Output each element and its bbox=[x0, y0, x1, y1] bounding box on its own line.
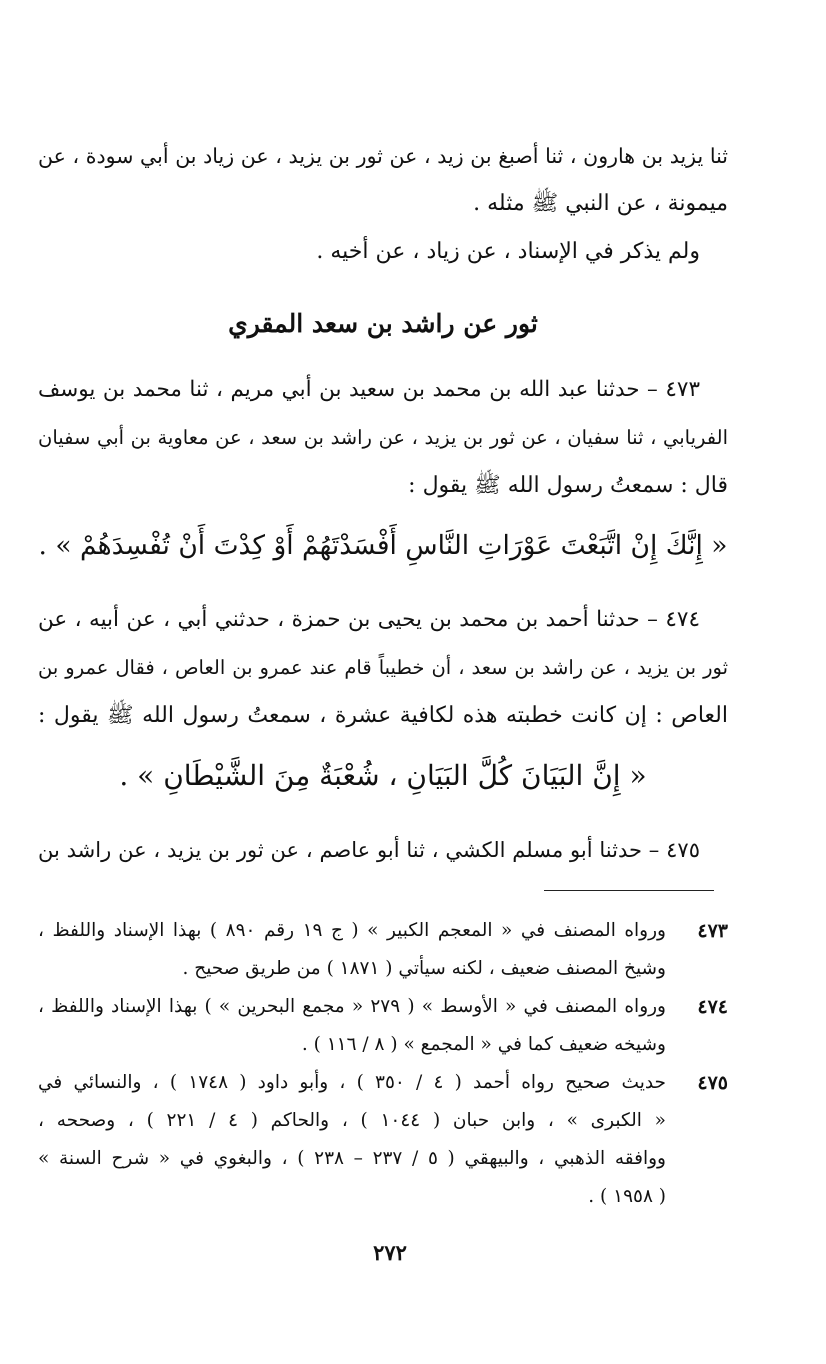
footnote-474 bbox=[38, 988, 728, 1064]
hadith-474-line: ثور بن يزيد ، عن راشد بن سعد ، أن خطيباً قام عند عمرو بن العاص ، فقال عمرو بن bbox=[38, 656, 728, 679]
footnote-number: ٤٧٤ bbox=[697, 996, 728, 1018]
footnote-line: وشيخه ضعيف كما في « المجمع » ( ٨ / ١١٦ ) . bbox=[301, 1034, 666, 1055]
text-line: ثنا يزيد بن هارون ، ثنا أصبغ بن زيد ، عن ثور بن يزيد ، عن زياد بن أبي سودة ، عن bbox=[38, 144, 728, 168]
footnote-475 bbox=[38, 1064, 728, 1216]
text-line: ميمونة ، عن النبي ﷺ مثله . bbox=[473, 191, 728, 216]
hadith-473-line: قال : سمعتُ رسول الله ﷺ يقول : bbox=[408, 473, 728, 498]
footnote-line: ووافقه الذهبي ، والبيهقي ( ٥ / ٢٣٧ – ٢٣٨ ) ، والبغوي في « شرح السنة » bbox=[38, 1148, 666, 1169]
section-heading: ثور عن راشد بن سعد المقري bbox=[228, 309, 538, 338]
hadith-473-line: ٤٧٣ – حدثنا عبد الله بن محمد بن سعيد بن أبي مريم ، ثنا محمد بن يوسف bbox=[38, 377, 700, 402]
footnote-line: ورواه المصنف في « الأوسط » ( ٢٧٩ « مجمع البحرين » ) بهذا الإسناد واللفظ ، bbox=[38, 996, 666, 1017]
footnote-number: ٤٧٥ bbox=[697, 1072, 728, 1094]
footnote-separator bbox=[544, 890, 714, 891]
footnotes bbox=[38, 912, 728, 1216]
footnote-line: حديث صحيح رواه أحمد ( ٤ / ٣٥٠ ) ، وأبو داود ( ١٧٤٨ ) ، والنسائي في bbox=[38, 1072, 666, 1093]
footnote-473 bbox=[38, 912, 728, 988]
hadith-475-line: ٤٧٥ – حدثنا أبو مسلم الكشي ، ثنا أبو عاصم ، عن ثور بن يزيد ، عن راشد بن bbox=[38, 838, 700, 862]
hadith-474-line: ٤٧٤ – حدثنا أحمد بن محمد بن يحيى بن حمزة ، حدثني أبي ، عن أبيه ، عن bbox=[38, 607, 700, 632]
hadith-473-quote: « إِنَّكَ إِنْ اتَّبَعْتَ عَوْرَاتِ النَّاسِ أَفْسَدْتَهُمْ أَوْ كِدْتَ أَنْ تُفْسِدَهُمْ » . bbox=[38, 530, 728, 561]
hadith-474-quote: « إِنَّ البَيَانَ كُلَّ البَيَانِ ، شُعْبَةٌ مِنَ الشَّيْطَانِ » . bbox=[119, 759, 647, 792]
footnote-line: « الكبرى » ، وابن حبان ( ١٠٤٤ ) ، والحاكم ( ٤ / ٢٢١ ) ، وصححه ، bbox=[38, 1110, 666, 1131]
hadith-473-line: الفريابي ، ثنا سفيان ، عن ثور بن يزيد ، عن راشد بن سعد ، عن معاوية بن أبي سفيان bbox=[38, 426, 728, 449]
footnote-line: ورواه المصنف في « المعجم الكبير » ( ج ١٩ رقم ٨٩٠ ) بهذا الإسناد واللفظ ، bbox=[38, 920, 666, 941]
footnote-line: ( ١٩٥٨ ) . bbox=[588, 1186, 666, 1207]
footnote-number: ٤٧٣ bbox=[697, 920, 728, 942]
text-line: ولم يذكر في الإسناد ، عن زياد ، عن أخيه . bbox=[316, 239, 700, 264]
hadith-474-line: العاص : إن كانت خطبته هذه لكافية عشرة ، سمعتُ رسول الله ﷺ يقول : bbox=[38, 703, 728, 728]
footnote-line: وشيخ المصنف ضعيف ، لكنه سيأتي ( ١٨٧١ ) من طريق صحيح . bbox=[182, 958, 666, 979]
main-text bbox=[38, 132, 728, 874]
page-number: ٢٧٢ bbox=[373, 1240, 407, 1265]
